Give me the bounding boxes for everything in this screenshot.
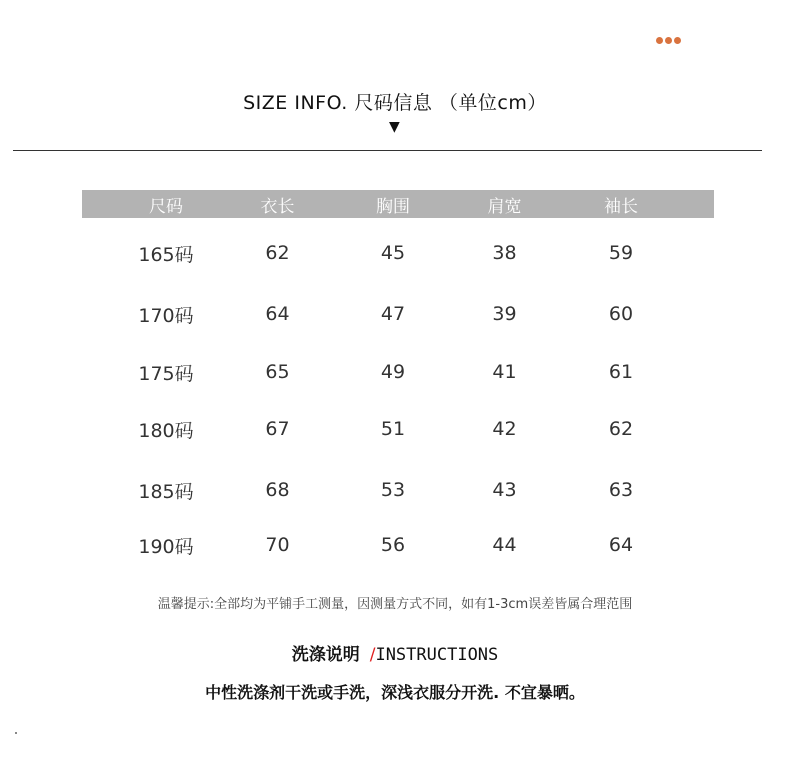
page-title	[0, 88, 790, 115]
down-arrow-icon: ▼	[389, 119, 400, 135]
cell-size: 175码	[138, 362, 194, 385]
cell-chest: 49	[380, 361, 406, 383]
title-en: SIZE INFO.	[243, 92, 348, 114]
header-chest: 胸围	[376, 196, 410, 217]
table-row	[82, 359, 714, 385]
cell-size: 170码	[138, 304, 194, 327]
header-shoulder: 肩宽	[487, 196, 522, 217]
cell-length: 68	[265, 479, 290, 501]
cell-shoulder: 42	[492, 418, 517, 440]
washing-text: 中性洗涤剂干洗或手洗，深浅衣服分开洗. 不宜暴晒。	[205, 683, 585, 702]
dot	[674, 37, 681, 44]
more-dots-icon[interactable]	[656, 37, 681, 44]
divider	[13, 150, 762, 151]
stray-dot	[15, 732, 17, 734]
table-row	[82, 240, 714, 266]
cell-sleeve: 61	[608, 361, 634, 383]
cell-chest: 45	[380, 242, 406, 264]
washing-title-en: INSTRUCTIONS	[375, 645, 499, 665]
header-sleeve: 袖长	[604, 196, 638, 217]
cell-sleeve: 64	[608, 534, 634, 556]
cell-shoulder: 43	[492, 479, 517, 501]
measurement-note: 温馨提示:全部均为平铺手工测量，因测量方式不同，如有1-3cm误差皆属合理范围	[157, 597, 633, 612]
cell-size: 180码	[138, 419, 194, 442]
cell-length: 70	[265, 534, 290, 556]
cell-chest: 51	[380, 418, 406, 440]
cell-shoulder: 39	[492, 303, 517, 325]
cell-length: 64	[265, 303, 290, 325]
washing-title-slash: /	[369, 645, 376, 665]
cell-size: 185码	[138, 480, 194, 503]
washing-title	[0, 640, 790, 665]
cell-sleeve: 63	[608, 479, 634, 501]
table-row	[82, 532, 714, 558]
cell-length: 65	[265, 361, 290, 383]
header-size: 尺码	[149, 196, 183, 217]
cell-size: 165码	[138, 243, 194, 266]
cell-shoulder: 38	[492, 242, 517, 264]
washing-title-cn: 洗涤说明	[291, 645, 360, 665]
title-unit: （单位cm）	[438, 92, 547, 114]
size-table	[82, 190, 714, 558]
cell-sleeve: 62	[608, 418, 634, 440]
table-row	[82, 477, 714, 503]
cell-chest: 53	[380, 479, 406, 501]
dot	[656, 37, 663, 44]
title-cn: 尺码信息	[354, 92, 433, 114]
table-row	[82, 416, 714, 442]
cell-size: 190码	[138, 535, 194, 558]
cell-chest: 56	[380, 534, 406, 556]
cell-chest: 47	[380, 303, 406, 325]
cell-sleeve: 59	[608, 242, 634, 264]
cell-shoulder: 41	[492, 361, 517, 383]
cell-shoulder: 44	[492, 534, 517, 556]
table-row	[82, 301, 714, 327]
dot	[665, 37, 672, 44]
cell-length: 62	[265, 242, 290, 264]
cell-sleeve: 60	[608, 303, 634, 325]
cell-length: 67	[265, 418, 290, 440]
size-table-header	[82, 190, 714, 218]
header-length: 衣长	[260, 196, 295, 217]
